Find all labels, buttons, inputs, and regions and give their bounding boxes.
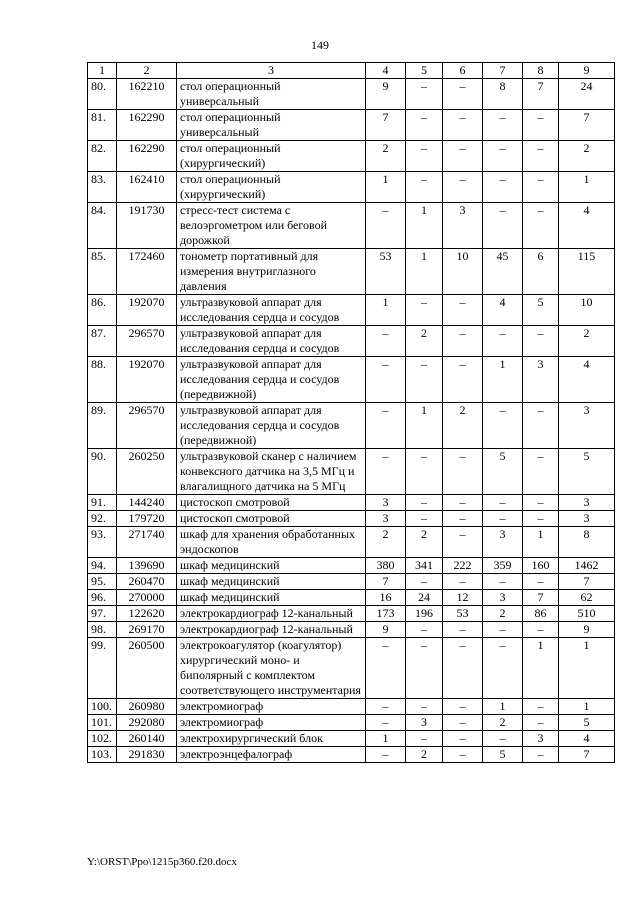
code-cell: 260500: [117, 638, 177, 699]
value-cell-col4: 9: [366, 79, 406, 110]
value-cell-col8: –: [523, 326, 559, 357]
total-cell: 1: [559, 699, 615, 715]
value-cell-col7: –: [483, 495, 523, 511]
value-cell-col5: –: [406, 731, 443, 747]
value-cell-col4: 7: [366, 110, 406, 141]
value-cell-col7: 359: [483, 558, 523, 574]
equipment-name-cell: шкаф для хранения обработанных эндоскопов: [177, 527, 366, 558]
value-cell-col4: 16: [366, 590, 406, 606]
total-cell: 8: [559, 527, 615, 558]
table-body: [88, 63, 615, 763]
value-cell-col5: 2: [406, 326, 443, 357]
table-row: [88, 495, 615, 511]
value-cell-col5: –: [406, 699, 443, 715]
row-number-cell: 103.: [88, 747, 117, 763]
table-row: [88, 731, 615, 747]
value-cell-col6: 222: [443, 558, 483, 574]
equipment-name-cell: электромиограф: [177, 699, 366, 715]
table-row: [88, 172, 615, 203]
equipment-name-cell: ультразвуковой сканер с наличием конвексного датчика на 3,5 МГц и влагалищного датчика на 5 МГц: [177, 449, 366, 495]
page-number: 149: [311, 38, 329, 52]
table-row: [88, 590, 615, 606]
total-cell: 4: [559, 731, 615, 747]
value-cell-col4: –: [366, 326, 406, 357]
value-cell-col5: –: [406, 295, 443, 326]
value-cell-col6: 12: [443, 590, 483, 606]
table-row: [88, 79, 615, 110]
row-number-cell: 88.: [88, 357, 117, 403]
total-cell: 5: [559, 449, 615, 495]
value-cell-col4: 3: [366, 495, 406, 511]
equipment-name-cell: электромиограф: [177, 715, 366, 731]
header-cell: 2: [117, 63, 177, 79]
value-cell-col6: –: [443, 172, 483, 203]
row-number-cell: 81.: [88, 110, 117, 141]
value-cell-col6: –: [443, 574, 483, 590]
row-number-cell: 100.: [88, 699, 117, 715]
value-cell-col8: –: [523, 203, 559, 249]
total-cell: 7: [559, 574, 615, 590]
equipment-name-cell: цистоскоп смотровой: [177, 511, 366, 527]
code-cell: 296570: [117, 326, 177, 357]
table-row: [88, 747, 615, 763]
value-cell-col6: 53: [443, 606, 483, 622]
row-number-cell: 98.: [88, 622, 117, 638]
row-number-cell: 101.: [88, 715, 117, 731]
value-cell-col5: 24: [406, 590, 443, 606]
row-number-cell: 96.: [88, 590, 117, 606]
value-cell-col6: –: [443, 715, 483, 731]
value-cell-col4: 7: [366, 574, 406, 590]
row-number-cell: 83.: [88, 172, 117, 203]
row-number-cell: 89.: [88, 403, 117, 449]
value-cell-col5: –: [406, 638, 443, 699]
value-cell-col6: –: [443, 699, 483, 715]
value-cell-col6: –: [443, 511, 483, 527]
value-cell-col6: 10: [443, 249, 483, 295]
equipment-name-cell: ультразвуковой аппарат для исследования сердца и сосудов (передвижной): [177, 357, 366, 403]
value-cell-col6: –: [443, 622, 483, 638]
equipment-table: [87, 62, 615, 763]
table-row: [88, 574, 615, 590]
equipment-name-cell: цистоскоп смотровой: [177, 495, 366, 511]
value-cell-col5: 2: [406, 527, 443, 558]
row-number-cell: 97.: [88, 606, 117, 622]
file-path-footer: Y:\ORST\Ppo\1215p360.f20.docx: [87, 856, 237, 868]
value-cell-col4: 1: [366, 731, 406, 747]
total-cell: 4: [559, 203, 615, 249]
total-cell: 24: [559, 79, 615, 110]
value-cell-col4: 2: [366, 527, 406, 558]
code-cell: 260250: [117, 449, 177, 495]
value-cell-col8: 3: [523, 357, 559, 403]
table-row: [88, 558, 615, 574]
row-number-cell: 94.: [88, 558, 117, 574]
value-cell-col8: 7: [523, 590, 559, 606]
value-cell-col5: 1: [406, 403, 443, 449]
table-row: [88, 699, 615, 715]
row-number-cell: 99.: [88, 638, 117, 699]
value-cell-col6: –: [443, 527, 483, 558]
value-cell-col5: –: [406, 495, 443, 511]
value-cell-col6: –: [443, 357, 483, 403]
total-cell: 62: [559, 590, 615, 606]
value-cell-col8: –: [523, 449, 559, 495]
total-cell: 3: [559, 495, 615, 511]
value-cell-col4: –: [366, 203, 406, 249]
value-cell-col5: –: [406, 357, 443, 403]
value-cell-col7: –: [483, 141, 523, 172]
code-cell: 162210: [117, 79, 177, 110]
total-cell: 115: [559, 249, 615, 295]
table-row: [88, 326, 615, 357]
row-number-cell: 93.: [88, 527, 117, 558]
value-cell-col6: –: [443, 295, 483, 326]
equipment-name-cell: электрокардиограф 12-канальный: [177, 606, 366, 622]
value-cell-col4: –: [366, 699, 406, 715]
total-cell: 7: [559, 110, 615, 141]
value-cell-col7: 8: [483, 79, 523, 110]
value-cell-col5: –: [406, 110, 443, 141]
value-cell-col8: –: [523, 574, 559, 590]
value-cell-col5: 1: [406, 249, 443, 295]
value-cell-col8: –: [523, 403, 559, 449]
value-cell-col8: 7: [523, 79, 559, 110]
header-cell: 8: [523, 63, 559, 79]
header-cell: 3: [177, 63, 366, 79]
value-cell-col4: –: [366, 715, 406, 731]
value-cell-col7: –: [483, 622, 523, 638]
code-cell: 260470: [117, 574, 177, 590]
value-cell-col7: –: [483, 731, 523, 747]
value-cell-col7: 3: [483, 590, 523, 606]
value-cell-col8: 3: [523, 731, 559, 747]
value-cell-col6: –: [443, 747, 483, 763]
code-cell: 162410: [117, 172, 177, 203]
header-cell: 5: [406, 63, 443, 79]
code-cell: 296570: [117, 403, 177, 449]
table-row: [88, 622, 615, 638]
value-cell-col6: –: [443, 141, 483, 172]
table-row: [88, 110, 615, 141]
value-cell-col6: –: [443, 731, 483, 747]
row-number-cell: 85.: [88, 249, 117, 295]
value-cell-col7: 45: [483, 249, 523, 295]
value-cell-col7: 2: [483, 606, 523, 622]
code-cell: 162290: [117, 110, 177, 141]
total-cell: 7: [559, 747, 615, 763]
equipment-name-cell: электрохирургический блок: [177, 731, 366, 747]
value-cell-col7: –: [483, 203, 523, 249]
value-cell-col6: –: [443, 110, 483, 141]
code-cell: 162290: [117, 141, 177, 172]
code-cell: 292080: [117, 715, 177, 731]
value-cell-col8: 1: [523, 527, 559, 558]
equipment-name-cell: шкаф медицинский: [177, 590, 366, 606]
equipment-name-cell: электрокардиограф 12-канальный: [177, 622, 366, 638]
row-number-cell: 95.: [88, 574, 117, 590]
value-cell-col7: –: [483, 638, 523, 699]
table-row: [88, 715, 615, 731]
total-cell: 4: [559, 357, 615, 403]
table-row: [88, 511, 615, 527]
total-cell: 2: [559, 141, 615, 172]
equipment-name-cell: шкаф медицинский: [177, 558, 366, 574]
value-cell-col4: 1: [366, 295, 406, 326]
value-cell-col8: 6: [523, 249, 559, 295]
equipment-name-cell: стресс-тест система с велоэргометром или беговой дорожкой: [177, 203, 366, 249]
value-cell-col8: 160: [523, 558, 559, 574]
code-cell: 172460: [117, 249, 177, 295]
value-cell-col4: –: [366, 747, 406, 763]
table-row: [88, 295, 615, 326]
code-cell: 260140: [117, 731, 177, 747]
table-row: [88, 449, 615, 495]
code-cell: 269170: [117, 622, 177, 638]
value-cell-col7: –: [483, 172, 523, 203]
value-cell-col4: 3: [366, 511, 406, 527]
total-cell: 5: [559, 715, 615, 731]
value-cell-col4: 9: [366, 622, 406, 638]
value-cell-col5: –: [406, 622, 443, 638]
table-row: [88, 638, 615, 699]
code-cell: 191730: [117, 203, 177, 249]
value-cell-col5: –: [406, 141, 443, 172]
value-cell-col5: 2: [406, 747, 443, 763]
equipment-name-cell: ультразвуковой аппарат для исследования сердца и сосудов: [177, 326, 366, 357]
equipment-name-cell: шкаф медицинский: [177, 574, 366, 590]
header-cell: 9: [559, 63, 615, 79]
value-cell-col7: 1: [483, 357, 523, 403]
code-cell: 179720: [117, 511, 177, 527]
header-cell: 7: [483, 63, 523, 79]
equipment-name-cell: электрокоагулятор (коагулятор) хирургический моно- и биполярный с комплектом соответствующего инструментария: [177, 638, 366, 699]
row-number-cell: 92.: [88, 511, 117, 527]
code-cell: 270000: [117, 590, 177, 606]
header-cell: 6: [443, 63, 483, 79]
table-row: [88, 527, 615, 558]
value-cell-col5: –: [406, 172, 443, 203]
code-cell: 139690: [117, 558, 177, 574]
total-cell: 10: [559, 295, 615, 326]
value-cell-col7: 1: [483, 699, 523, 715]
value-cell-col7: 3: [483, 527, 523, 558]
value-cell-col4: –: [366, 403, 406, 449]
value-cell-col4: 173: [366, 606, 406, 622]
code-cell: 192070: [117, 295, 177, 326]
equipment-name-cell: электроэнцефалограф: [177, 747, 366, 763]
total-cell: 1: [559, 172, 615, 203]
total-cell: 2: [559, 326, 615, 357]
row-number-cell: 90.: [88, 449, 117, 495]
row-number-cell: 102.: [88, 731, 117, 747]
equipment-name-cell: стол операционный (хирургический): [177, 141, 366, 172]
value-cell-col8: 86: [523, 606, 559, 622]
total-cell: 9: [559, 622, 615, 638]
value-cell-col5: –: [406, 511, 443, 527]
row-number-cell: 91.: [88, 495, 117, 511]
table-row: [88, 249, 615, 295]
value-cell-col8: –: [523, 699, 559, 715]
value-cell-col6: 3: [443, 203, 483, 249]
code-cell: 144240: [117, 495, 177, 511]
value-cell-col5: 196: [406, 606, 443, 622]
value-cell-col5: –: [406, 79, 443, 110]
value-cell-col8: –: [523, 110, 559, 141]
header-cell: 4: [366, 63, 406, 79]
total-cell: 510: [559, 606, 615, 622]
value-cell-col7: –: [483, 511, 523, 527]
total-cell: 1: [559, 638, 615, 699]
value-cell-col5: 3: [406, 715, 443, 731]
value-cell-col8: –: [523, 495, 559, 511]
value-cell-col4: 1: [366, 172, 406, 203]
equipment-name-cell: ультразвуковой аппарат для исследования сердца и сосудов (передвижной): [177, 403, 366, 449]
table-row: [88, 141, 615, 172]
equipment-name-cell: тонометр портативный для измерения внутриглазного давления: [177, 249, 366, 295]
row-number-cell: 82.: [88, 141, 117, 172]
value-cell-col8: –: [523, 511, 559, 527]
row-number-cell: 80.: [88, 79, 117, 110]
total-cell: 3: [559, 511, 615, 527]
value-cell-col4: –: [366, 638, 406, 699]
value-cell-col8: –: [523, 172, 559, 203]
value-cell-col8: –: [523, 747, 559, 763]
value-cell-col8: –: [523, 141, 559, 172]
value-cell-col4: 380: [366, 558, 406, 574]
equipment-name-cell: стол операционный универсальный: [177, 110, 366, 141]
code-cell: 271740: [117, 527, 177, 558]
value-cell-col6: –: [443, 326, 483, 357]
value-cell-col4: 53: [366, 249, 406, 295]
table-header-row: [88, 63, 615, 79]
row-number-cell: 87.: [88, 326, 117, 357]
value-cell-col7: –: [483, 403, 523, 449]
value-cell-col5: 1: [406, 203, 443, 249]
total-cell: 3: [559, 403, 615, 449]
code-cell: 260980: [117, 699, 177, 715]
row-number-cell: 84.: [88, 203, 117, 249]
code-cell: 192070: [117, 357, 177, 403]
value-cell-col7: –: [483, 110, 523, 141]
value-cell-col7: 2: [483, 715, 523, 731]
header-cell: 1: [88, 63, 117, 79]
value-cell-col6: –: [443, 495, 483, 511]
equipment-name-cell: ультразвуковой аппарат для исследования сердца и сосудов: [177, 295, 366, 326]
table-row: [88, 403, 615, 449]
value-cell-col8: –: [523, 622, 559, 638]
equipment-name-cell: стол операционный (хирургический): [177, 172, 366, 203]
value-cell-col7: –: [483, 574, 523, 590]
value-cell-col8: 5: [523, 295, 559, 326]
row-number-cell: 86.: [88, 295, 117, 326]
code-cell: 291830: [117, 747, 177, 763]
value-cell-col5: –: [406, 449, 443, 495]
value-cell-col4: 2: [366, 141, 406, 172]
code-cell: 122620: [117, 606, 177, 622]
value-cell-col5: –: [406, 574, 443, 590]
value-cell-col6: –: [443, 79, 483, 110]
value-cell-col6: –: [443, 638, 483, 699]
value-cell-col6: 2: [443, 403, 483, 449]
value-cell-col6: –: [443, 449, 483, 495]
value-cell-col8: –: [523, 715, 559, 731]
table-row: [88, 357, 615, 403]
value-cell-col7: –: [483, 326, 523, 357]
table-row: [88, 606, 615, 622]
value-cell-col5: 341: [406, 558, 443, 574]
table-row: [88, 203, 615, 249]
value-cell-col4: –: [366, 357, 406, 403]
value-cell-col8: 1: [523, 638, 559, 699]
total-cell: 1462: [559, 558, 615, 574]
equipment-name-cell: стол операционный универсальный: [177, 79, 366, 110]
value-cell-col7: 4: [483, 295, 523, 326]
value-cell-col4: –: [366, 449, 406, 495]
value-cell-col7: 5: [483, 747, 523, 763]
value-cell-col7: 5: [483, 449, 523, 495]
